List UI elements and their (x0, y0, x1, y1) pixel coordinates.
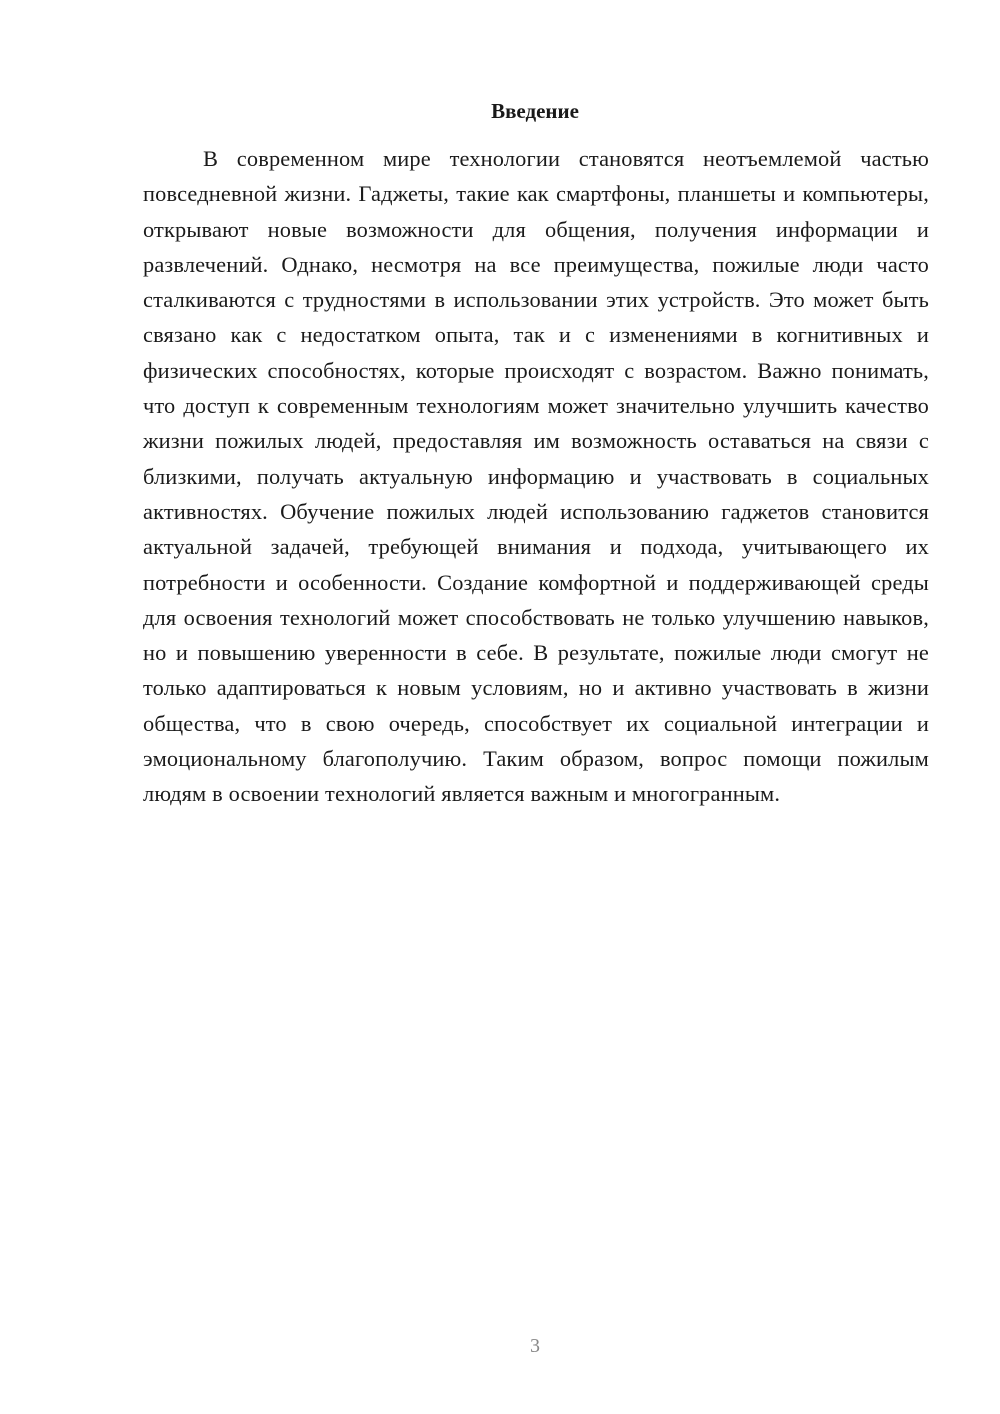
body-paragraph: В современном мире технологии становятся неотъемлемой частью повседневной жизни. Гаджеты, такие как смартфоны, планшеты и компьютеры, открывают новые возможности для общения, получения информации и развлечений. Однако, несмотря на все преимущества, пожилые люди часто сталкиваются с трудностями в использовании этих устройств. Это может быть связано как с недостатком опыта, так и с изменениями в когнитивных и физических способностях, которые происходят с возрастом. Важно понимать, что доступ к современным технологиям может значительно улучшить качество жизни пожилых людей, предоставляя им возможность оставаться на связи с близкими, получать актуальную информацию и участвовать в социальных активностях. Обучение пожилых людей использованию гаджетов становится актуальной задачей, требующей внимания и подхода, учитывающего их потребности и особенности. Создание комфортной и поддерживающей среды для освоения технологий может способствовать не только улучшению навыков, но и повышению уверенности в себе. В результате, пожилые люди смогут не только адаптироваться к новым условиям, но и активно участвовать в жизни общества, что в свою очередь, способствует их социальной интеграции и эмоциональному благополучию. Таким образом, вопрос помощи пожилым людям в освоении технологий является важным и многогранным. (143, 146, 929, 807)
page-number: 3 (530, 1335, 540, 1357)
page-title: Введение (491, 99, 579, 123)
